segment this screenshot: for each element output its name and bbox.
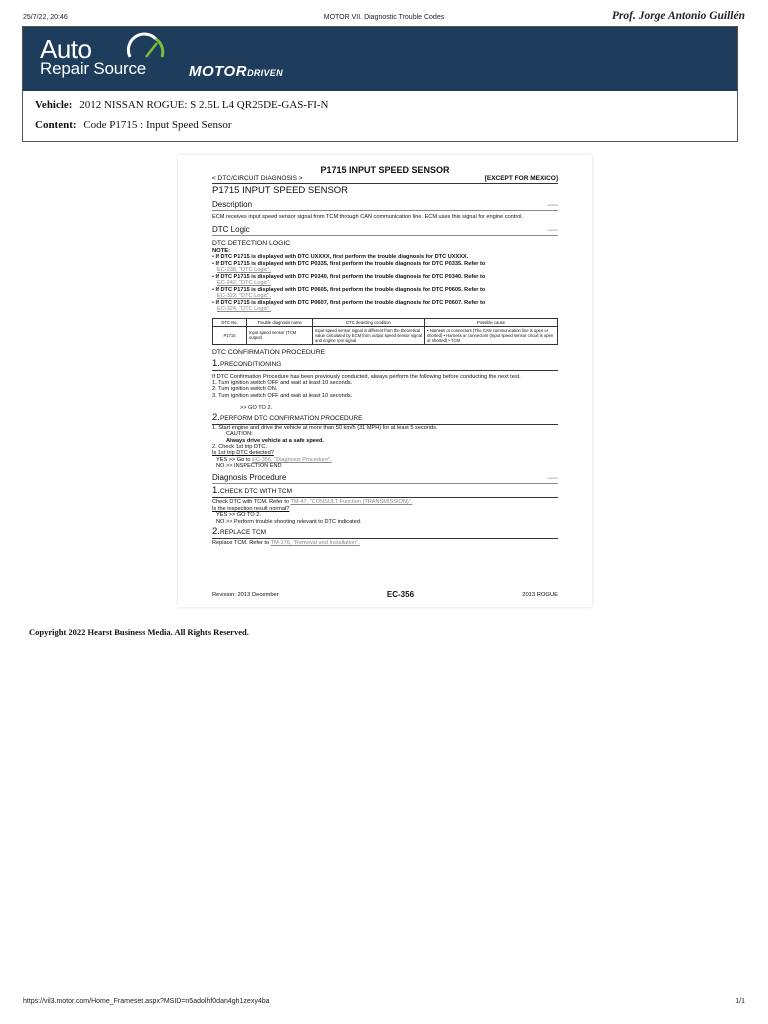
note-text: If DTC P1715 is displayed with DTC P0605, first perform the trouble diagnosis for DTC P0605. Refer to [215, 286, 486, 293]
print-datetime: 25/7/22, 20:46 [23, 14, 68, 21]
step-title: PRECONDITIONING [219, 360, 282, 368]
confirmation-heading: DTC CONFIRMATION PROCEDURE [212, 348, 326, 356]
dtc-table [212, 318, 558, 345]
doc-revision: Revision: 2013 December [212, 591, 279, 598]
copyright: Copyright 2022 Hearst Business Media. All Rights Reserved. [29, 627, 249, 637]
gauge-logo-icon [126, 31, 166, 61]
dtc-logic-heading [212, 225, 558, 236]
vehicle-row [35, 95, 727, 115]
print-header [23, 11, 745, 25]
description-text: ECM receives input speed sensor signal from TCM through CAN communication line. ECM uses this signal for engine control. [212, 214, 524, 220]
detection-logic-heading: DTC DETECTION LOGIC [212, 239, 291, 247]
table-header: Trouble diagnosis name [247, 318, 313, 326]
table-header-row [213, 318, 558, 326]
step1-list-item: 1. Turn ignition switch OFF and wait at least 10 seconds. [212, 380, 353, 386]
note-item: • If DTC P1715 is displayed with DTC P0335, first perform the trouble diagnosis for DTC P0335. Refer to EC-238, "DTC Logic". [212, 260, 486, 273]
content-value: Code P1715 : Input Speed Sensor [83, 119, 232, 131]
step-title: REPLACE TCM [219, 529, 267, 537]
table-header: Possible cause [425, 318, 558, 326]
note-text: If DTC P1715 is displayed with DTC P0335, first perform the trouble diagnosis for DTC P0335. Refer to [215, 260, 486, 267]
note-item: • If DTC P1715 is displayed with DTC UXXXX, first perform the trouble diagnosis for DTC UXXXX. [212, 254, 469, 260]
description-heading-text: Description [212, 200, 253, 209]
d1-no: NO >> Perform trouble shooting relevant to DTC indicated. [216, 518, 362, 525]
step-number: 2. [212, 412, 220, 424]
diagnosis-heading-text: Diagnosis Procedure [212, 473, 287, 483]
d1-text-main: Check DTC with TCM. Refer to [212, 499, 289, 506]
d1-question: Is the inspection result normal? [212, 505, 290, 512]
note-link[interactable]: EC-238, "DTC Logic". [217, 267, 272, 273]
logo-auto: Auto [40, 34, 92, 64]
caution-label: CAUTION: [226, 431, 253, 438]
step-number: 1. [212, 485, 220, 497]
print-author: Prof. Jorge Antonio Guillén [611, 10, 745, 22]
step2-list-item: 2. Check 1st trip DTC. [212, 444, 268, 451]
table-row [213, 326, 558, 344]
service-manual-page [178, 155, 592, 607]
note-list [212, 254, 558, 313]
note-item: • If DTC P1715 is displayed with DTC P0607, first perform the trouble diagnosis for DTC P0607. Refer to EC-324, "DTC Logic". [212, 299, 486, 312]
table-cell: P1715 [213, 326, 247, 344]
doc-footer [212, 590, 558, 599]
note-text: If DTC P1715 is displayed with DTC P0340, first perform the trouble diagnosis for DTC P0340. Refer to [215, 273, 486, 280]
diagnosis-heading [212, 473, 558, 484]
table-cell: Input speed sensor signal is different from the theoretical value calculated by ECM from output speed sensor signal and engine rpm signal. [313, 326, 425, 344]
table-cell: • Harness or connectors (The CAN communication line is open or shorted) • Harness or connectors (Input speed sensor circuit is open or shorted) • TCM [425, 326, 558, 344]
step-number: 2. [212, 526, 220, 538]
step1-list-item: 2. Turn ignition switch ON. [212, 386, 278, 393]
motor-driven-logo [189, 63, 283, 80]
content-row [35, 115, 727, 135]
ref-code: ▪▪▪▪▪▪▪▪▪▪ [547, 227, 558, 232]
step1-list-item: 3. Turn ignition switch OFF and wait at least 10 seconds. [212, 392, 353, 399]
doc-breadcrumb: < DTC/CIRCUIT DIAGNOSIS > [212, 175, 303, 182]
d2-text [212, 540, 558, 547]
doc-scope: [EXCEPT FOR MEXICO] [484, 175, 558, 182]
table-header: DTC detecting condition [313, 318, 425, 326]
step-title: PERFORM DTC CONFIRMATION PROCEDURE [219, 415, 363, 423]
print-footer [23, 998, 745, 1008]
doc-page-number: EC-356 [386, 590, 415, 599]
logo-repair-source: Repair Source [40, 59, 147, 78]
print-title: MOTOR VII. Diagnostic Trouble Codes [323, 14, 445, 21]
yes-text: YES >> Go to [216, 456, 251, 463]
vehicle-meta [23, 91, 737, 141]
note-text: If DTC P1715 is displayed with DTC P0607, first perform the trouble diagnosis for DTC P0607. Refer to [215, 299, 486, 306]
step-perform-confirmation [212, 413, 558, 425]
step2-question: Is 1st trip DTC detected? [212, 450, 274, 457]
doc-model: 2013 ROGUE [522, 591, 558, 598]
d2-text-main: Replace TCM. Refer to [212, 540, 270, 547]
note-item: • If DTC P1715 is displayed with DTC P0340, first perform the trouble diagnosis for DTC P0340. Refer to EC-242, "DTC Logic". [212, 273, 486, 286]
note-link[interactable]: EC-322, "DTC Logic". [217, 293, 272, 299]
step2-list-item: 1. Start engine and drive the vehicle at more than 50 km/h (31 MPH) for at least 5 seconds. [212, 425, 438, 432]
print-page: 1/1 [735, 998, 745, 1005]
removal-installation-link[interactable]: TM-176, "Removal and Installation". [270, 540, 360, 547]
step-number: 1. [212, 357, 220, 369]
step-preconditioning [212, 359, 558, 371]
doc-title: P1715 INPUT SPEED SENSOR [320, 165, 450, 175]
content-label: Content: [35, 119, 77, 131]
table-header: DTC No. [213, 318, 247, 326]
doc-heading: P1715 INPUT SPEED SENSOR [212, 185, 349, 196]
step-check-dtc-tcm [212, 486, 558, 498]
print-url[interactable]: https://vil3.motor.com/Home_Frameset.aspx?MSID=n5adolhf0dan4gh1zexy4ba [23, 998, 270, 1005]
note-item: • If DTC P1715 is displayed with DTC P0605, first perform the trouble diagnosis for DTC P0605. Refer to EC-322, "DTC Logic". [212, 286, 486, 299]
diagnosis-procedure-link[interactable]: EC-356, "Diagnosis Procedure". [252, 456, 332, 463]
step1-text: If DTC Confirmation Procedure has been previously conducted, always perform the following before conducting the next test. [212, 373, 521, 380]
note-link[interactable]: EC-324, "DTC Logic". [217, 306, 272, 312]
driven-word: DRIVEN [247, 68, 283, 78]
ref-code: ▪▪▪▪▪▪▪▪▪▪ [547, 476, 558, 481]
note-link[interactable]: EC-242, "DTC Logic". [217, 280, 272, 286]
content-frame [22, 26, 738, 142]
site-banner [23, 27, 737, 91]
table-cell: Input speed sensor (TCM output) [247, 326, 313, 344]
description-heading [212, 200, 558, 211]
step-replace-tcm [212, 527, 558, 539]
ref-code: ▪▪▪▪▪▪▪▪▪▪ [547, 203, 558, 207]
caution-text: Always drive vehicle at a safe speed. [226, 437, 324, 444]
vehicle-label: Vehicle: [35, 99, 73, 111]
step1-goto: >> GO TO 2. [240, 404, 273, 411]
doc-subheader [212, 175, 558, 184]
vehicle-value: 2012 NISSAN ROGUE: S 2.5L L4 QR25DE-GAS-FI-N [79, 99, 329, 111]
motor-word: MOTOR [189, 63, 248, 80]
note-label: NOTE: [212, 247, 231, 254]
consult-function-link[interactable]: TM-47, "CONSULT Function (TRANSMISSION)". [290, 499, 413, 506]
note-text: If DTC P1715 is displayed with DTC UXXXX, first perform the trouble diagnosis for DTC UXXXX. [215, 254, 469, 260]
step2-no: NO >> INSPECTION END [216, 463, 282, 470]
dtc-logic-heading-text: DTC Logic [212, 224, 250, 234]
d1-yes: YES >> GO TO 2. [216, 512, 261, 519]
step-title: CHECK DTC WITH TCM [219, 488, 293, 496]
